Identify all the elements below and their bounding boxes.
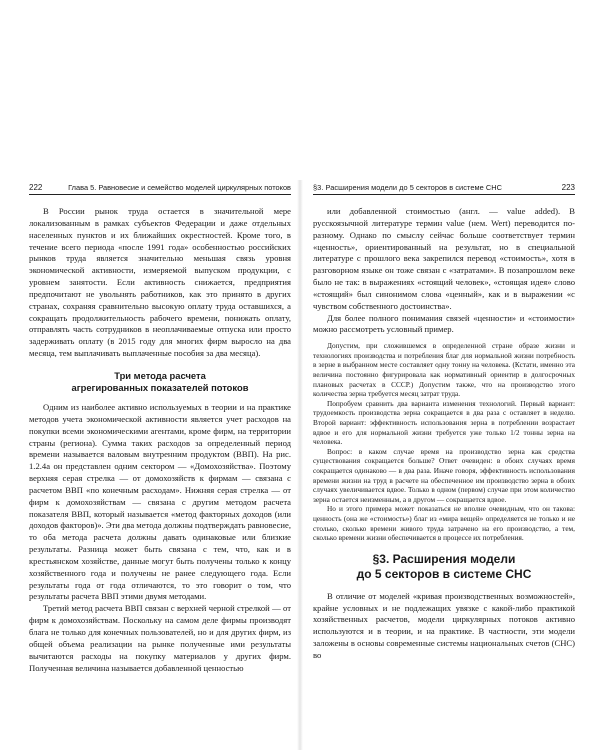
paragraph: или добавленной стоимостью (англ. — value added). В русскоязычной литературе термин value (нем. Wert) переводится по-разному. Однако по смыслу сейчас больше соответствует термин «ценность», ориентированный на результат, но в специальной литературе с прошлого века закрепился перевод «стоимость», хотя в разговорном языке он тоже связан с «затратами». В позапрошлом веке было не так: в выражениях «стоящий человек», «стоящая идея» слово «стоящий» был синонимом слова «ценный», как и в выражении «с чувством собственного достоинства». [313,206,575,311]
paragraph: В России рынок труда остается в значительной мере локализованным в рамках субъектов Федерации и даже отдельных населенных пунктов и их ближайших окрестностей. Кроме того, в течение всего периода «после 1991 года» особенностью российских рынков труда является значительно меньшая связь уровня экономической активности, измеряемой выпуском продукции, с уровнем занятости. Если активность снижается, предприятия предпочитают не увольнять работников, как это принято в других странах, сохраняя сравнительно высокую оплату труда оставшихся, а сокращать продолжительность рабочего времени, понижать оплату, отправлять часть сотрудников в неоплачиваемые отпуска или просто задерживать оплату (в 2015 году для многих фирм выросло на два месяца, тем выплачивать выплаченные пособия за два месяца). [29,206,291,359]
example-paragraph: Но и этого примера может показаться не вполне очевидным, что он такова: ценность (она же «стоимость») благ из «мира вещей» определяется не только и не столько, сколько времени живого труда затрачено на его производство, а тем, сколько времени жизни обеспечивается в процессе их потребления. [313,504,575,543]
section-heading [313,552,575,582]
section-heading-line: агрегированных показателей потоков [71,381,249,393]
page-number-right: 223 [561,183,575,192]
running-head-left [29,183,291,195]
section-heading-line: Три метода расчета [114,369,206,381]
example-paragraph: Попробуем сравнить два варианта изменения технологий. Первый вариант: трудоемкость производства зерна сокращается в два раза с оставляет в неделю. Второй вариант: эффективность использования зерна в потреблении возрастает вдвое и его для нормальной жизни требуется уже только 1/2 тонны зерна на человека. [313,398,575,447]
book-gutter [297,180,303,750]
running-title-left: Глава 5. Равновесие и семейство моделей циркулярных потоков [68,183,291,192]
paragraph: Для более полного понимания связей «ценности» и «стоимости» можно рассмотреть условный пример. [313,312,575,335]
section-heading [29,370,291,394]
paragraph: Одним из наиболее активно используемых в теории и на практике методов учета экономической активности является учет расходов на покупки всеми экономическими агентами, кроме фирм, на территории страны (региона). Сумма таких расходов за определенный период времени называется валовым внутренним продуктом (ВВП). На рис. 1.2.4а он представлен одним сектором — «Домохозяйства». Поэтому верхняя серая стрелка — от домохозяйств к фирмам — связана с расчетом ВВП «по конечным расходам». Нижняя серая стрелка — от фирм к домохозяйствам — связана с другим методом расчета показателя ВВП, который называется «метод факторных доходов (или доходов факторов)». Эти два метода должны подтверждать равновесие, то оба метода расчета должны давать одинаковые или близкие результаты. Разница может быть связана с тем, что, как и в крестьянском хозяйстве, данные могут быть получены только к концу хозяйственного года и получены не ранее следующего года. Если результаты года от года отличаются, то это говорит о том, что результаты расчета ВВП этими двумя методами. [29,401,291,602]
example-paragraph: Допустим, при сложившемся в определенной стране образе жизни и технологиях производства и потребления благ для нормальной жизни потребность в зерне в выбранном месте составляет одну тонну на человека. (Кстати, именно эта величина постоянно фигурировала как нормативный ориентир в долгосрочных плановых расчетах в СССР.) Допустим также, что на производство этого количества зерна требуется месяц затрат труда. [313,341,575,399]
section-heading-line: до 5 секторов в системе СНС [356,566,532,581]
example-paragraph: Вопрос: в каком случае время на производство зерна как средства существования сокращается больше? Ответ очевиден: в обоих случаях время сокращается одинаково — в два раза. Иначе говоря, эффективность использования времени жизни на труд в расчете на обеспеченное им производство зерна в обоих случаях увеличивается вдвое. Только в одном (первом) случае при этом количество зерна остается неизменным, а в другом — сокращается вдвое. [313,446,575,504]
left-page [29,183,291,743]
right-page [313,183,575,743]
section-heading-line: §3. Расширения модели [372,551,516,566]
running-head-right [313,183,575,195]
paragraph: В отличие от моделей «кривая производственных возможностей», крайне условных и не подлежащих увязке с какой-либо практикой хозяйственных расчетов, модели циркулярных потоков активно используются и в теории, и на практике. В частности, эти модели заложены в основы современные системы национальных счетов (СНС) во [313,590,575,660]
paragraph: Третий метод расчета ВВП связан с верхней черной стрелкой — от фирм к домохозяйствам. Поскольку на самом деле фирмы производят блага не только для конечных пользователей, но и для других фирм, из общей объема реализации на рынке полученные ими результаты вычитаются расходы на покупку материалов у других фирм. Полученная величина называется добавленной ценностью [29,603,291,673]
running-title-right: §3. Расширения модели до 5 секторов в системе СНС [313,183,503,192]
page-number-left: 222 [29,183,43,192]
